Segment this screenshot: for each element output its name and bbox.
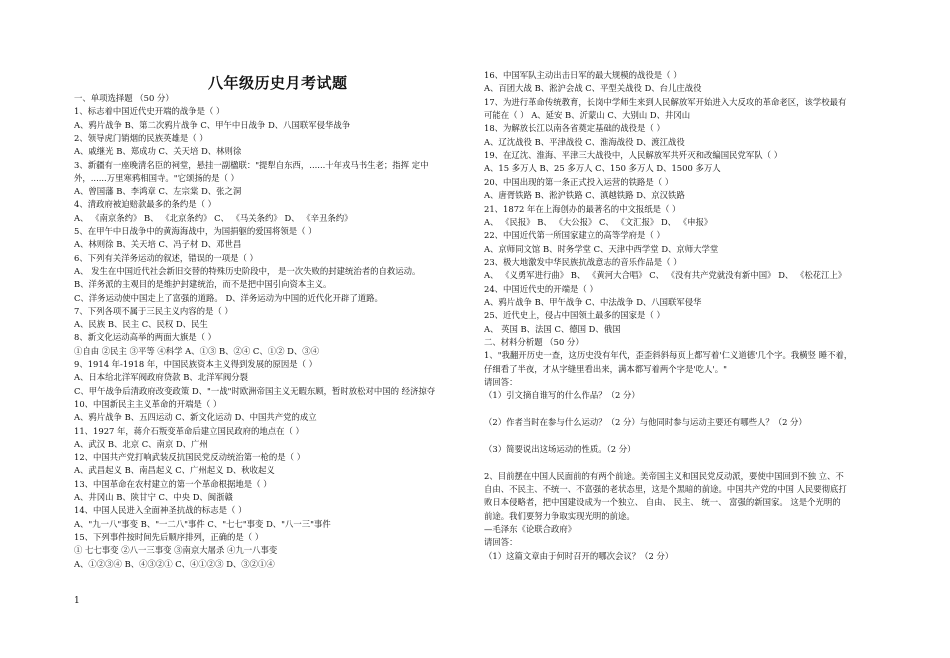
text-line: （3）简要说出这场运动的性质。（2 分） bbox=[484, 443, 636, 454]
text-line: A、 发生在中国近代社会新旧交替的特殊历史阶段中， 是一次失败的封建统治者的自救运动。 bbox=[74, 265, 421, 276]
text-line: 请回答： bbox=[484, 377, 518, 388]
text-line: 外，......万里寒鸦相国寺。"它颂扬的是（ ） bbox=[74, 172, 239, 183]
text-line: A、武昌起义 B、南昌起义 C、广州起义 D、秋收起义 bbox=[74, 465, 275, 476]
text-line: 7、下列各项不属于三民主义内容的是（ ） bbox=[74, 305, 233, 316]
text-line: 17、为进行革命传统教育，长岗中学师生来到人民解放军开始进入大反攻的革命老区，该学校最有 bbox=[484, 96, 847, 107]
text-line: 可能在（ ） A、延安 B、沂蒙山 C、大别山 D、井冈山 bbox=[484, 110, 691, 121]
text-line: 仔细看了半夜，才从字缝里看出来，满本都写着两个字是'吃人'。" bbox=[484, 363, 727, 374]
text-line: 前途。我们要努力争取实现光明的前途。 bbox=[484, 510, 635, 521]
text-line: A、百团大战 B、淞沪会战 C、平型关战役 D、台儿庄战役 bbox=[484, 83, 702, 94]
text-line: ①自由 ②民主 ③平等 ④科学 A、①③ B、②④ C、①② D、③④ bbox=[74, 345, 319, 356]
text-line: A、 英国 B、法国 C、德国 D、俄国 bbox=[484, 323, 621, 334]
text-line: A、曾国藩 B、李鸿章 C、左宗棠 D、张之洞 bbox=[74, 186, 242, 197]
text-line: （1）这篇文章由于何时召开的哪次会议？（2 分） bbox=[484, 550, 674, 561]
text-line: 5、在甲午中日战争中的黄海海战中，为国捐躯的爱国将领是（ ） bbox=[74, 226, 317, 236]
text-line: 16、中国军队主动出击日军的最大规模的战役是（ ） bbox=[484, 70, 682, 80]
text-line: 二、材料分析题 （50 分） bbox=[484, 337, 584, 347]
text-line: A、"九一八"事变 B、"一二八"事件 C、"七七"事变 D、"八一三"事件 bbox=[74, 518, 331, 529]
text-line: 13、中国革命在农村建立的第一个革命根据地是（ ） bbox=[74, 478, 272, 489]
text-line: 14、中国人民进入全面神圣抗战的标志是（ ） bbox=[74, 505, 247, 516]
text-line: 21、1872 年在上海创办的最著名的中文报纸是（ ） bbox=[484, 203, 681, 214]
text-line: （1）引文摘自谁写的什么作品？（2 分） bbox=[484, 390, 640, 401]
text-line: 24、中国近代史的开端是（ ） bbox=[484, 283, 598, 294]
text-line: A、鸦片战争 B、五四运动 C、新文化运动 D、中国共产党的成立 bbox=[74, 412, 317, 423]
text-line: A、 《南京条约》 B、 《北京条约》 C、 《马关条约》 D、 《辛丑条约》 bbox=[74, 212, 353, 223]
text-line: 25、近代史上，侵占中国领土最多的国家是（ ） bbox=[484, 310, 665, 321]
text-line: B、洋务派的主观目的是维护封建统治，而不是把中国引向资本主义。 bbox=[74, 279, 332, 290]
text-line: C、洋务运动使中国走上了富强的道路。 D、洋务运动为中国的近代化开辟了道路。 bbox=[74, 292, 383, 303]
text-line: 19、在辽沈、淮海、平津三大战役中，人民解放军共歼灭和改编国民党军队（ ） bbox=[484, 150, 783, 161]
text-line: 败日本侵略者，把中国建设成为一个独立、 自由、 民主、 统一、 富强的新国家。 这是个光明的 bbox=[484, 497, 841, 508]
text-line: A、戚继光 B、郑成功 C、关天培 D、林则徐 bbox=[74, 146, 242, 157]
text-line: A、井冈山 B、陕甘宁 C、中央 D、闽浙赣 bbox=[74, 492, 233, 502]
text-line: 20、中国出现的第一条正式投入运营的铁路是（ ） bbox=[484, 176, 674, 187]
text-line: 请回答： bbox=[484, 537, 518, 548]
text-line: 自由、不民主、不统一、不富强的老状态里，这是个黑暗的前途。中国共产党的中国 人民要彻底打 bbox=[484, 483, 847, 494]
text-line: —毛泽东《论联合政府》 bbox=[484, 523, 577, 534]
text-line: 6、下列有关洋务运动的叙述，错误的一项是（ ） bbox=[74, 252, 258, 263]
page-number: 1 bbox=[74, 596, 80, 606]
text-line: A、 《义勇军进行曲》 B、 《黄河大合唱》 C、 《没有共产党就没有新中国》 D、 《松花江上》 bbox=[484, 270, 847, 281]
text-line: A、15 多万人 B、25 多万人 C、150 多万人 D、1500 多万人 bbox=[484, 163, 721, 174]
text-line: 9、1914 年-1918 年，中国民族资本主义得到发展的原因是（ ） bbox=[74, 359, 318, 369]
text-line: A、唐胥铁路 B、淞沪铁路 C、滇越铁路 D、京汉铁路 bbox=[484, 190, 685, 201]
text-line: A、民族 B、民主 C、民权 D、民生 bbox=[74, 319, 208, 330]
text-line: 22、中国近代第一所国家建立的高等学府是（ ） bbox=[484, 230, 665, 241]
text-line: 8、新文化运动高举的两面大旗是（ ） bbox=[74, 332, 216, 343]
exam-title: 八年级历史月考试题 bbox=[208, 74, 348, 92]
text-line: A、辽沈战役 B、平津战役 C、淮海战役 D、渡江战役 bbox=[484, 136, 685, 147]
text-line: A、①②③④ B、④③②① C、④①②③ D、③②①④ bbox=[74, 558, 275, 569]
text-line: A、 《民报》 B、 《大公报》 C、 《文汇报》 D、 《申报》 bbox=[484, 216, 713, 227]
text-line: 1、标志着中国近代史开端的战争是（ ） bbox=[74, 106, 225, 117]
text-line: 23、极大地激发中华民族抗战意志的音乐作品是（ ） bbox=[484, 256, 682, 267]
text-line: 15、下列事件按时间先后顺序排列，正确的是（ ） bbox=[74, 531, 264, 542]
text-line: 4、清政府被迫赔款最多的条约是（ ） bbox=[74, 199, 216, 210]
text-line: （2）作者当时在参与什么运动？（2 分）与他同时参与运动主要还有哪些人？（2 分） bbox=[484, 417, 807, 428]
text-line: 10、中国新民主主义革命的开端是（ ） bbox=[74, 398, 222, 409]
text-line: A、武汉 B、北京 C、南京 D、广州 bbox=[74, 438, 208, 449]
text-line: 1、"我翻开历史一查，这历史没有年代，歪歪斜斜每页上都写着'仁义道德'几个字。我横竖 睡不着， bbox=[484, 350, 853, 361]
text-line: ① 七七事变 ②八一三事变 ③南京大屠杀 ④九一八事变 bbox=[74, 545, 278, 556]
text-line: 12、中国共产党打响武装反抗国民党反动统治第一枪的是（ ） bbox=[74, 452, 306, 463]
text-line: 18、为解放长江以南各省奠定基础的战役是（ ） bbox=[484, 123, 665, 134]
text-line: 2、领导虎门销烟的民族英雄是（ ） bbox=[74, 132, 208, 143]
text-line: 2、目前摆在中国人民面前的有两个前途。美帝国主义和国民党反动派，要使中国回到不独 立、不 bbox=[484, 470, 844, 481]
text-line: A、林则徐 B、关天培 C、冯子材 D、邓世昌 bbox=[74, 239, 242, 250]
text-line: 11、1927 年，蒋介石叛变革命后建立国民政府的地点在（ ） bbox=[74, 425, 304, 436]
text-line: C、甲午战争后清政府改变政策 D、"一战"时欧洲帝国主义无暇东顾，暂时放松对中国的 经济掠夺 bbox=[74, 385, 436, 396]
text-line: A、鸦片战争 B、甲午战争 C、中法战争 D、八国联军侵华 bbox=[484, 296, 702, 307]
text-line: 一、单项选择题 （50 分） bbox=[74, 93, 174, 103]
text-line: A、鸦片战争 B、第二次鸦片战争 C、甲午中日战争 D、八国联军侵华战争 bbox=[74, 119, 351, 130]
text-line: 3、新疆有一座晚清名臣的祠堂，悬挂一副楹联："提犁自东西，......十年戎马书生老；指挥 定中 bbox=[74, 159, 429, 170]
text-line: A、日本给北洋军阀政府贷款 B、北洋军阀分裂 bbox=[74, 372, 248, 383]
text-line: A、京师同文馆 B、时务学堂 C、天津中西学堂 D、京师大学堂 bbox=[484, 243, 719, 254]
